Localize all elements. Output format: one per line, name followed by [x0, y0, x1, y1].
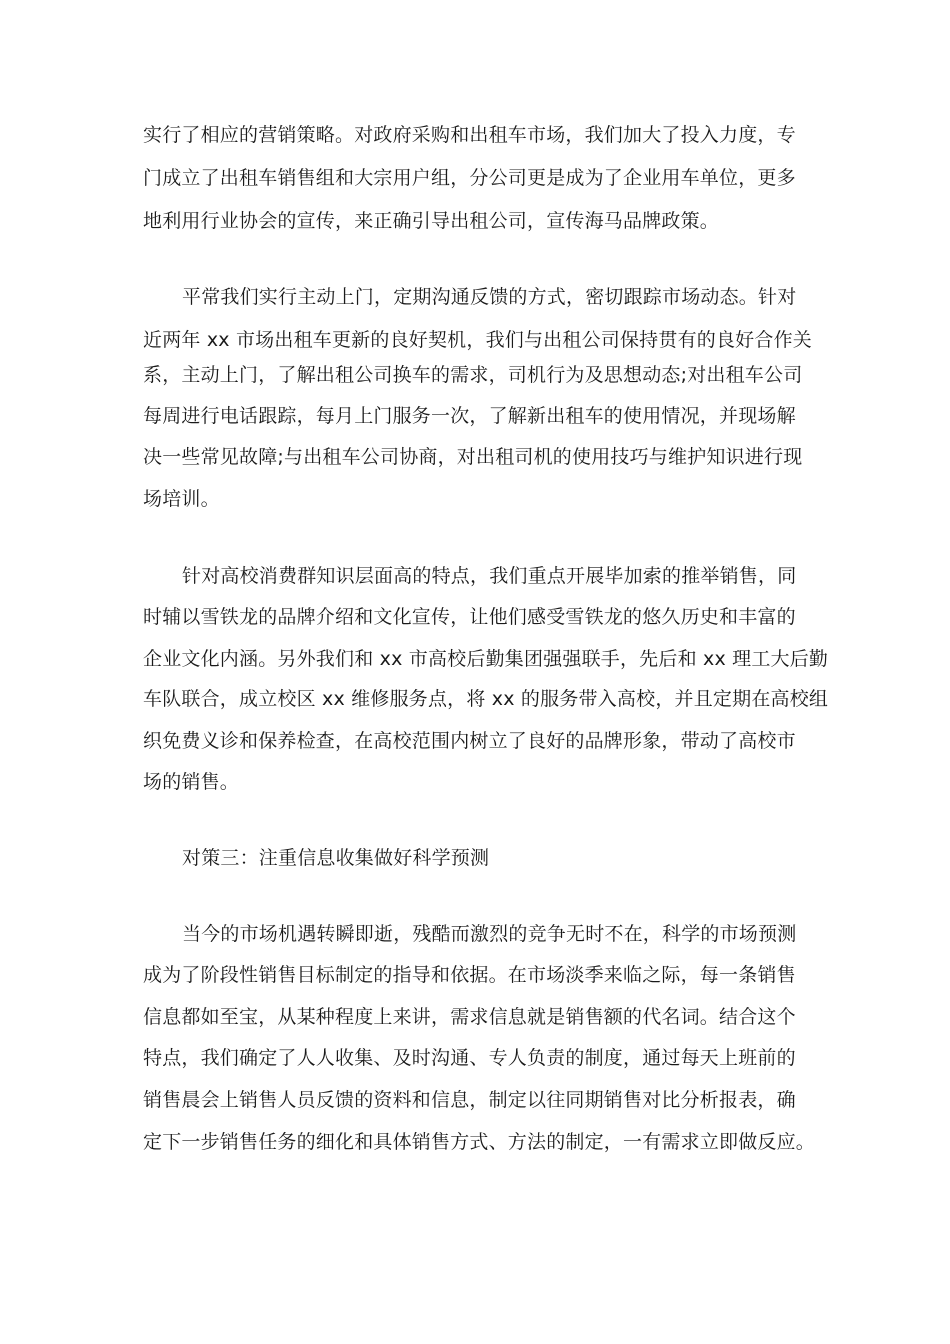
paragraph-2-line-1: 平常我们实行主动上门，定期沟通反馈的方式，密切跟踪市场动态。针对 [182, 286, 797, 308]
paragraph-3-line-2: 时辅以雪铁龙的品牌介绍和文化宣传，让他们感受雪铁龙的悠久历史和丰富的 [143, 606, 796, 628]
paragraph-4-line-5: 销售晨会上销售人员反馈的资料和信息，制定以往同期销售对比分析报表，确 [143, 1089, 796, 1111]
paragraph-2-line-5: 决一些常见故障;与出租车公司协商，对出租司机的使用技巧与维护知识进行现 [143, 446, 803, 468]
paragraph-2-line-3: 系，主动上门，了解出租公司换车的需求，司机行为及思想动态;对出租车公司 [143, 364, 803, 386]
paragraph-3-line-5: 织免费义诊和保养检查，在高校范围内树立了良好的品牌形象，带动了高校市 [143, 730, 796, 752]
paragraph-2-line-2: 近两年 xx 市场出租车更新的良好契机，我们与出租公司保持贯有的良好合作关 [143, 329, 812, 351]
paragraph-3-line-4: 车队联合，成立校区 xx 维修服务点，将 xx 的服务带入高校，并且定期在高校组 [143, 688, 829, 710]
paragraph-1-line-2: 门成立了出租车销售组和大宗用户组，分公司更是成为了企业用车单位，更多 [143, 167, 796, 189]
paragraph-3-line-3: 企业文化内涵。另外我们和 xx 市高校后勤集团强强联手，先后和 xx 理工大后勤 [143, 648, 829, 670]
section-heading: 对策三：注重信息收集做好科学预测 [182, 847, 490, 869]
paragraph-4-line-1: 当今的市场机遇转瞬即逝，残酷而激烈的竞争无时不在，科学的市场预测 [182, 923, 797, 945]
paragraph-1-line-3: 地利用行业协会的宣传，来正确引导出租公司，宣传海马品牌政策。 [143, 210, 720, 232]
paragraph-4-line-6: 定下一步销售任务的细化和具体销售方式、方法的制定，一有需求立即做反应。 [143, 1131, 816, 1153]
paragraph-3-line-6: 场的销售。 [143, 771, 240, 793]
paragraph-2-line-4: 每周进行电话跟踪，每月上门服务一次，了解新出租车的使用情况，并现场解 [143, 405, 796, 427]
paragraph-4-line-4: 特点，我们确定了人人收集、及时沟通、专人负责的制度，通过每天上班前的 [143, 1047, 796, 1069]
paragraph-3-line-1: 针对高校消费群知识层面高的特点，我们重点开展毕加索的推举销售，同 [182, 565, 797, 587]
paragraph-4-line-3: 信息都如至宝，从某种程度上来讲，需求信息就是销售额的代名词。结合这个 [143, 1006, 796, 1028]
paragraph-1-line-1: 实行了相应的营销策略。对政府采购和出租车市场，我们加大了投入力度，专 [143, 124, 796, 146]
paragraph-2-line-6: 场培训。 [143, 488, 220, 510]
paragraph-4-line-2: 成为了阶段性销售目标制定的指导和依据。在市场淡季来临之际，每一条销售 [143, 964, 796, 986]
